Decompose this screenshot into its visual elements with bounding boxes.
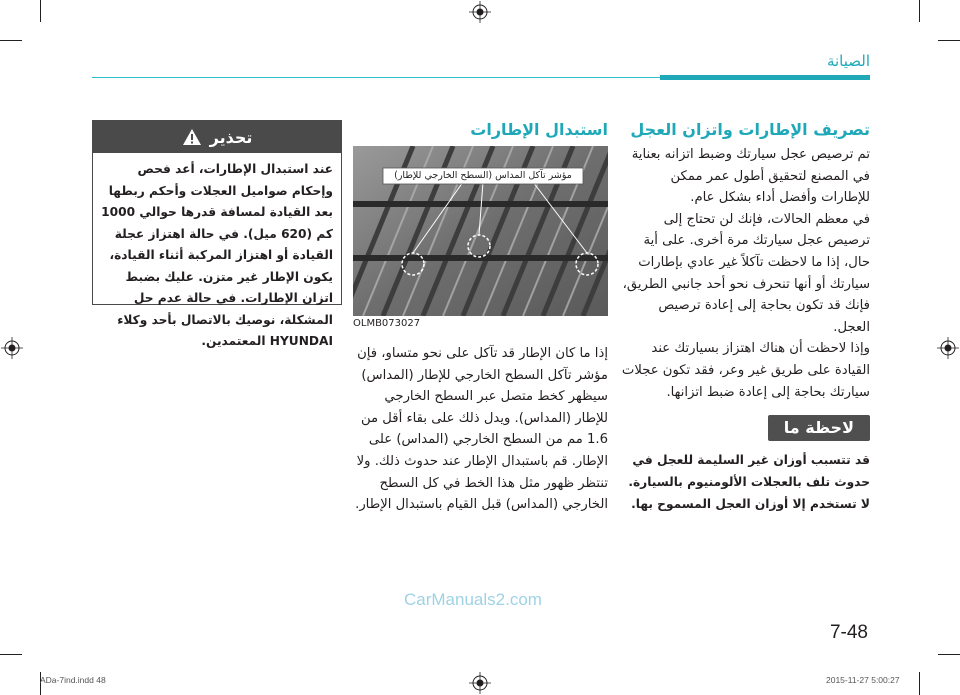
- info-label: لاحظة ما: [768, 415, 870, 441]
- right-column: [620, 118, 870, 515]
- paragraph: في معظم الحالات، فإنك لن تحتاج إلى ترصيص عجل سيارتك مرة أخرى. على أية حال، إذا ما لاحظت تآكلاً غير عادي بإطارات سيارتك أو أنها تنحرف نحو أحد جانبي الطريق، فإنك قد تكون بحاجة إلى إعادة ترصيص العجل.: [622, 211, 870, 335]
- warning-title: تحذير: [209, 127, 253, 147]
- footer-file: ADa-7ind.indd 48: [40, 675, 106, 685]
- info-text: قد تتسبب أوزان غير السليمة للعجل في حدوث تلف بالعجلات الألومنيوم بالسيارة. لا تستخدم إلا أوزان العجل المسموح بها.: [628, 453, 870, 512]
- registration-mark-icon: [1, 337, 23, 359]
- header-rule-accent: [660, 75, 870, 80]
- section-heading: استبدال الإطارات: [470, 120, 608, 139]
- paragraph: وإذا لاحظت أن هناك اهتزاز بسيارتك عند القيادة على طريق غير وعر، فقد تكون عجلات سيارتك بحاجة إلى إعادة ضبط اتزانها.: [621, 341, 870, 400]
- paragraph: إذا ما كان الإطار قد تآكل على نحو متساو، فإن مؤشر تآكل السطح الخارجي للإطار (المداس) سيظهر كخط متصل عبر السطح الخارجي للإطار (المداس). ويدل ذلك على بقاء أقل من 1.6 مم من السطح الخارجي (المداس) على الإطار. قم باستبدال الإطار عند حدوث ذلك. ولا تنتظر ظهور مثل هذا الخط في كل السطح الخارجي (المداس) قبل القيام باستبدال الإطار.: [355, 346, 608, 513]
- crop-mark: [938, 40, 960, 41]
- photo-label: مؤشر تآكل المداس (السطح الخارجي للإطار): [394, 170, 572, 181]
- warning-box: [92, 120, 342, 348]
- warning-header: [93, 121, 341, 153]
- crop-mark: [40, 0, 41, 22]
- warning-text: عند استبدال الإطارات، أعد فحص وإحكام صواميل العجلات وأحكم ربطها بعد القيادة لمسافة قدرها حوالي 1000 كم (620 ميل). في حالة اهتزاز عجلة القيادة أو اهتزاز المركبة أثناء القيادة، يكون الإطار غير متزن. عليك بضبط اتزان الإطارات. في حالة عدم حل المشكلة، نوصيك بالاتصال بأحد وكلاء HYUNDAI المعتمدين.: [101, 162, 333, 348]
- registration-mark-icon: [469, 1, 491, 23]
- crop-mark: [0, 40, 22, 41]
- registration-mark-icon: [937, 337, 959, 359]
- photo-code: OLMB073027: [353, 318, 421, 329]
- watermark: CarManuals2.com: [404, 590, 542, 609]
- section-title: الصيانة: [826, 52, 870, 70]
- registration-mark-icon: [469, 672, 491, 694]
- tire-tread-photo: [353, 146, 608, 316]
- middle-column: [353, 118, 608, 516]
- crop-mark: [938, 654, 960, 655]
- warning-triangle-icon: [182, 128, 202, 146]
- section-heading: تصريف الإطارات واتزان العجل: [630, 120, 870, 139]
- crop-mark: [919, 0, 920, 22]
- crop-mark: [0, 654, 22, 655]
- paragraph: تم ترصيص عجل سيارتك وضبط اتزانه بعناية في المصنع لتحقيق أطول عمر ممكن للإطارات وأفضل أداء بشكل عام.: [631, 147, 870, 206]
- page-number: 7-48: [829, 622, 868, 643]
- crop-mark: [919, 672, 920, 695]
- footer-timestamp: 2015-11-27 5:00:27: [826, 675, 900, 685]
